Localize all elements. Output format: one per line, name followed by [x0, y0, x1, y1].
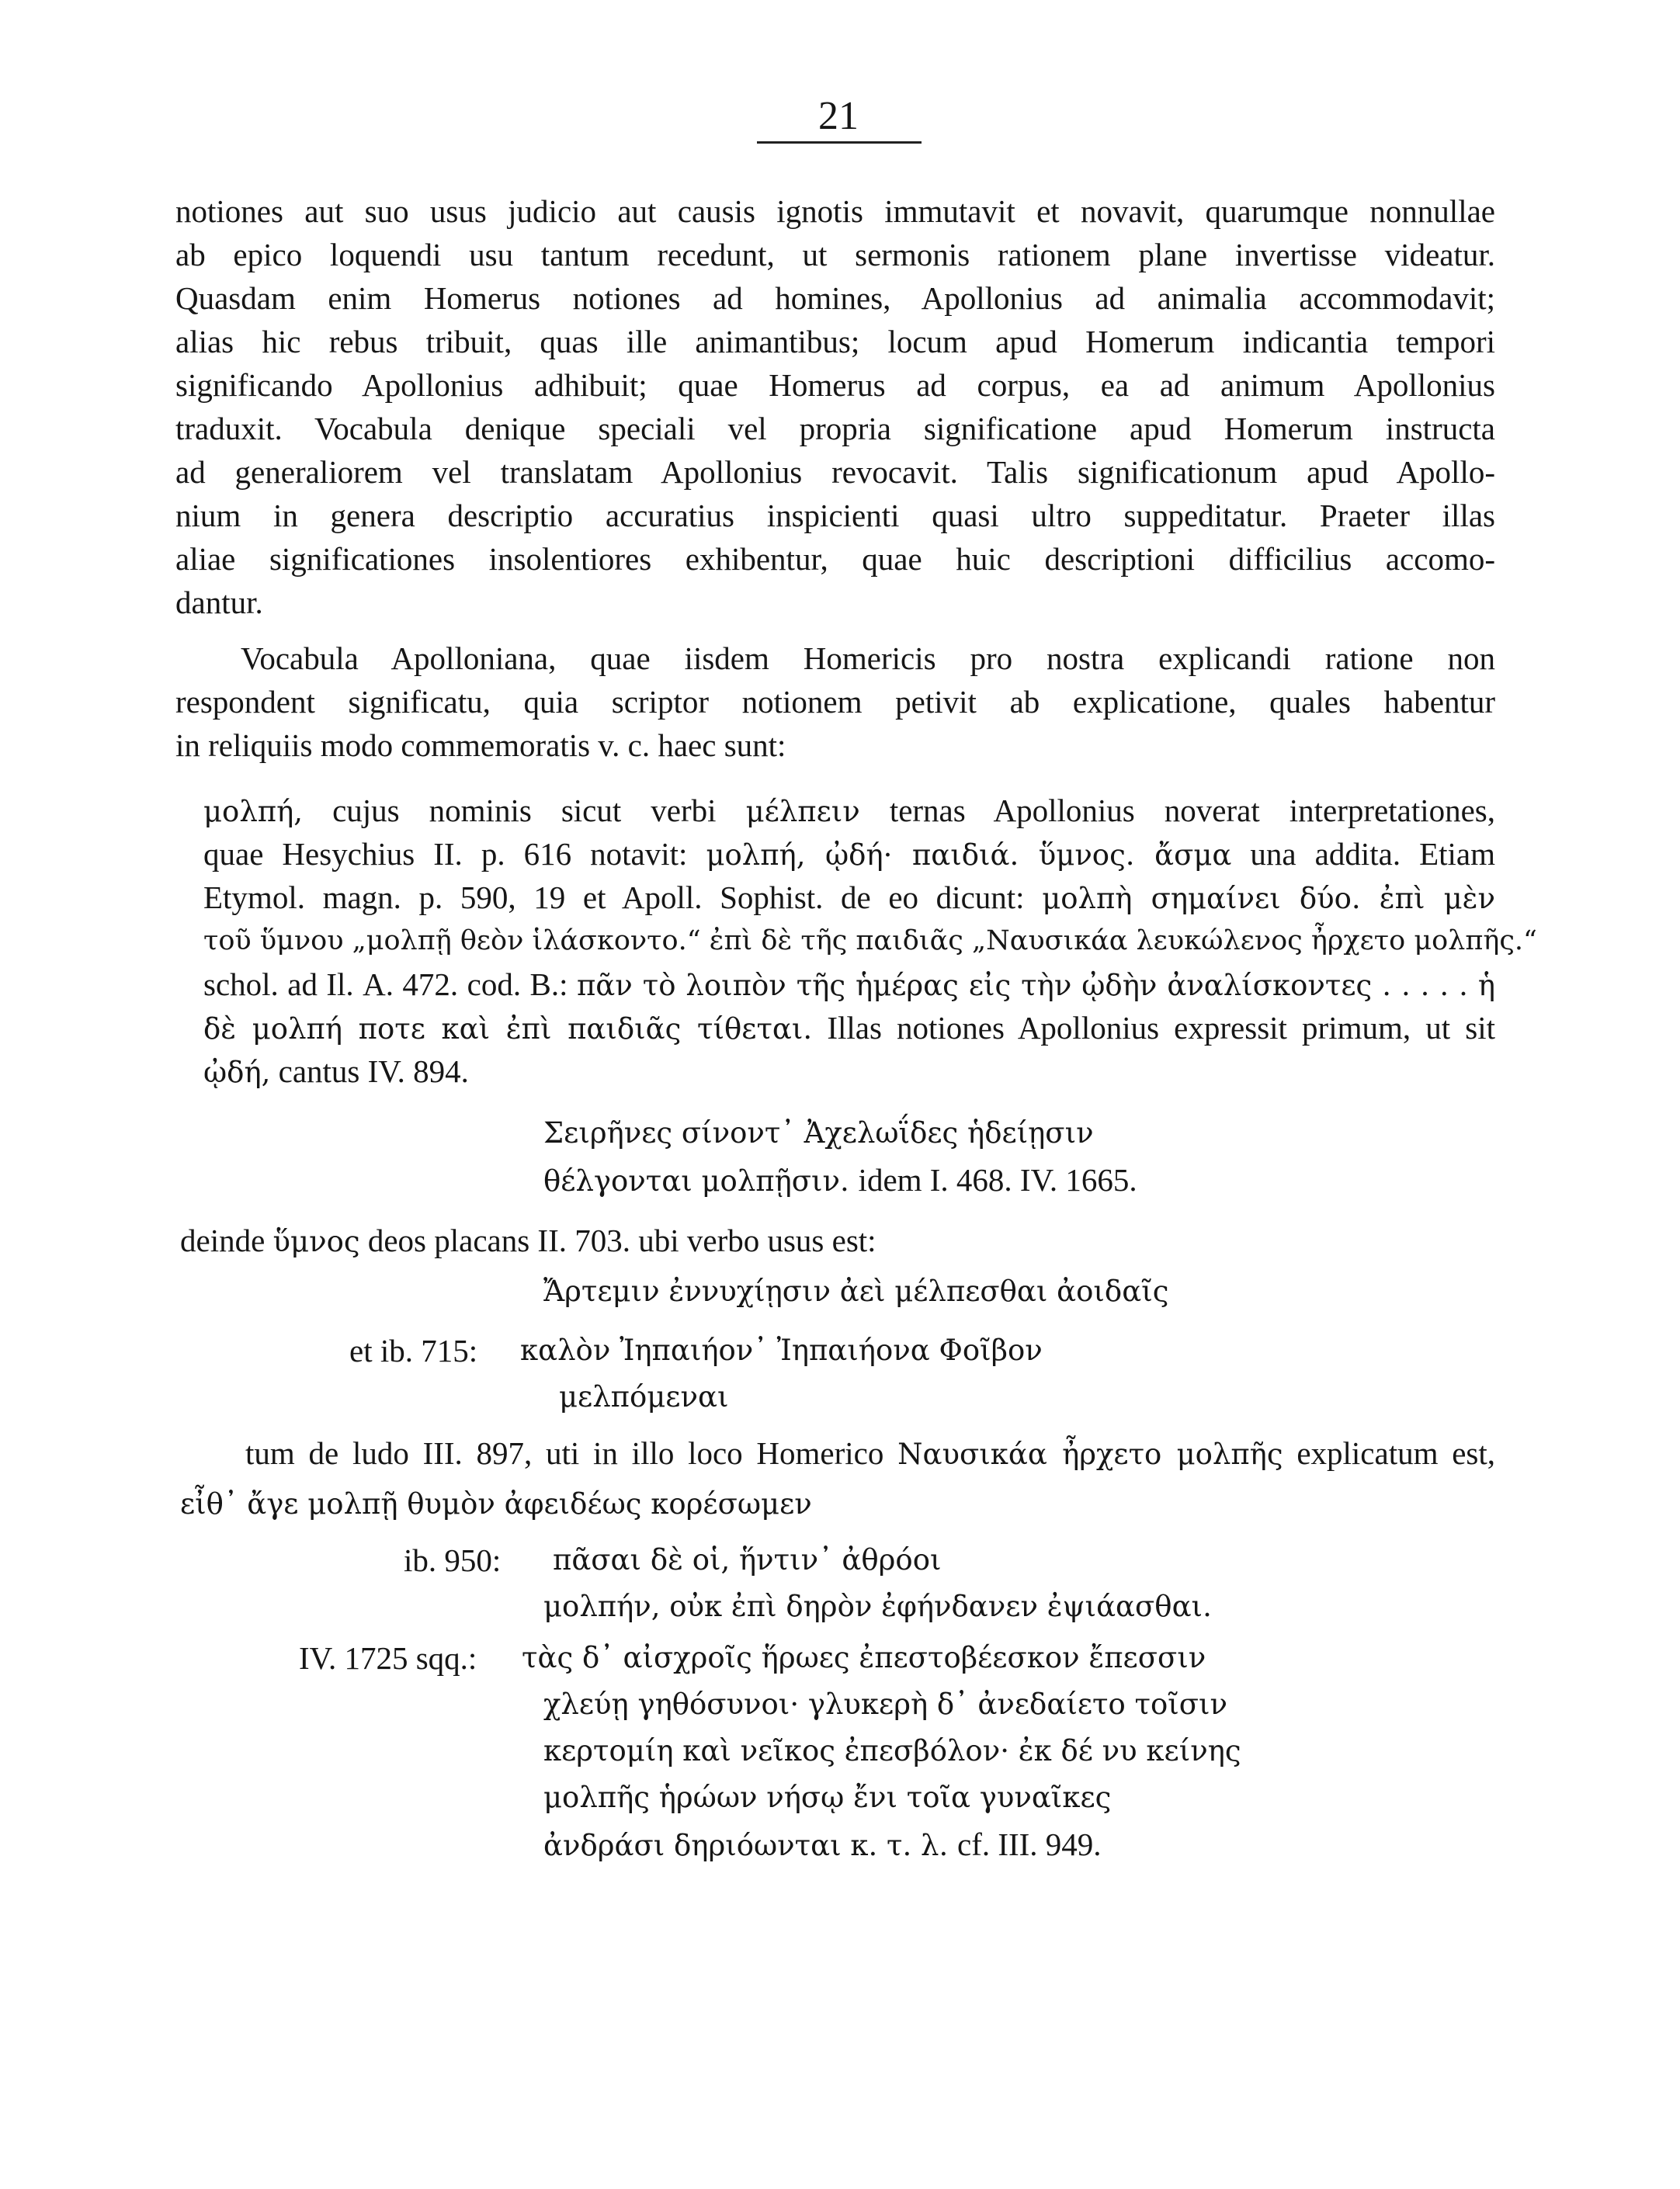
latin-text: deos placans II. 703. ubi verbo usus est:: [367, 1223, 876, 1258]
greek-text: ᾠδή,: [203, 1056, 271, 1089]
verse-line: μολπήν, οὐκ ἐπὶ δηρὸν ἐφήνδανεν ἐψιάασθαι.: [543, 1590, 1212, 1623]
paragraph-line: dantur.: [175, 585, 263, 620]
entry-line: [203, 789, 1495, 834]
entry-line: [203, 1006, 1495, 1051]
greek-text: ἀνδράσι δηριόωνται κ. τ. λ.: [543, 1829, 949, 1862]
greek-text: ὕμνος: [272, 1225, 360, 1258]
page-number: 21: [818, 94, 859, 138]
paragraph-line: ab epico loquendi usu tantum recedunt, ut sermonis rationem plane invertisse videatur.: [175, 237, 1495, 272]
verse-line: μελπόμεναι: [559, 1380, 729, 1414]
paragraph-line: notiones aut suo usus judicio aut causis ignotis immutavit et novavit, quarumque nonnullae: [175, 193, 1495, 229]
paragraph-line: aliae significationes insolentiores exhibentur, quae huic descriptioni difficilius accomo-: [175, 541, 1495, 577]
greek-text: μέλπειν: [745, 795, 860, 828]
greek-text: μολπὴ σημαίνει δύο. ἐπὶ μὲν: [1042, 882, 1495, 915]
paragraph-line: Vocabula Apolloniana, quae iisdem Homericis pro nostra explicandi ratione non: [241, 640, 1495, 676]
entry-line: [180, 1219, 1500, 1264]
verse-line: Σειρῆνες σίνοντ᾿ Ἀχελωΐδες ἡδείῃσιν: [543, 1116, 1094, 1150]
verse-line: καλὸν Ἰηπαιήον᾿ Ἰηπαιήονα Φοῖβον: [520, 1334, 1043, 1367]
entry-line: [203, 963, 1495, 1008]
greek-text: μολπή, ᾠδή· παιδιά. ὕμνος. ἄσμα: [706, 838, 1232, 872]
paragraph-line: ad generaliorem vel translatam Apollonius revocavit. Talis significationum apud Apollo-: [175, 454, 1495, 490]
verse-line: μολπῆς ἡρώων νήσῳ ἔνι τοῖα γυναῖκες: [543, 1781, 1112, 1814]
verse-line: τὰς δ᾿ αἰσχροῖς ἥρωες ἐπεστοβέεσκον ἔπεσσιν: [522, 1641, 1206, 1674]
greek-text: δὲ μολπή ποτε καὶ ἐπὶ παιδιᾶς τίθεται.: [203, 1012, 813, 1046]
entry-greek-line: τοῦ ὕμνου „μολπῇ θεὸν ἱλάσκοντο.“ ἐπὶ δὲ τῆς παιδιᾶς „Ναυσικάα λευκώλενος ἦρχετο μολπῆς.“: [203, 925, 1537, 956]
paragraph-line: traduxit. Vocabula denique speciali vel propria significatione apud Homerum instructa: [175, 411, 1495, 446]
latin-text: Illas notiones Apollonius expressit primum, ut sit: [827, 1010, 1496, 1046]
entry-line: [203, 1049, 1523, 1094]
latin-text: cantus IV. 894.: [278, 1053, 469, 1089]
verse-line: χλεύῃ γηθόσυνοι· γλυκερὴ δ᾿ ἀνεδαίετο τοῖσιν: [543, 1688, 1228, 1721]
paragraph-line: significando Apollonius adhibuit; quae Homerus ad corpus, ea ad animum Apollonius: [175, 367, 1495, 403]
latin-text: ternas Apollonius noverat interpretationes,: [889, 793, 1496, 828]
reference-label: et ib. 715:: [349, 1333, 478, 1369]
page-number-rule: [757, 141, 922, 144]
verse-line: [543, 1823, 1102, 1868]
paragraph-line: alias hic rebus tribuit, quas ille animantibus; locum apud Homerum indicantia tempori: [175, 324, 1495, 359]
greek-text: θέλγονται μολπῇσιν.: [543, 1164, 849, 1198]
entry-line: [245, 1431, 1495, 1476]
latin-text: tum de ludo III. 897, uti in illo loco Homerico: [245, 1435, 884, 1471]
paragraph-line: in reliquiis modo commemoratis v. c. haec sunt:: [175, 727, 786, 763]
greek-text: Ναυσικάα ἦρχετο μολπῆς: [897, 1438, 1283, 1471]
reference-text: idem I. 468. IV. 1665.: [858, 1162, 1137, 1198]
verse-line: Ἄρτεμιν ἐννυχίῃσιν ἀεὶ μέλπεσθαι ἀοιδαῖς: [543, 1275, 1169, 1308]
verse-line: εἶθ᾿ ἄγε μολπῇ θυμὸν ἀφειδέως κορέσωμεν: [180, 1487, 812, 1521]
reference-label: ib. 950:: [404, 1542, 502, 1578]
latin-text: schol. ad Il. Α. 472. cod. B.:: [203, 966, 568, 1002]
entry-line: [203, 832, 1495, 877]
greek-text: μολπή,: [203, 795, 304, 828]
verse-line: κερτομίη καὶ νεῖκος ἐπεσβόλον· ἐκ δέ νυ κείνης: [543, 1734, 1241, 1768]
latin-text: cujus nominis sicut verbi: [332, 793, 717, 828]
reference-text: cf. III. 949.: [957, 1826, 1102, 1862]
verse-line: [543, 1158, 1137, 1203]
entry-line: [203, 876, 1495, 921]
paragraph-line: nium in genera descriptio accuratius inspicienti quasi ultro suppeditatur. Praeter illas: [175, 498, 1495, 533]
latin-text: una addita. Etiam: [1250, 836, 1496, 872]
reference-label: IV. 1725 sqq.:: [299, 1640, 477, 1676]
greek-text: πᾶν τὸ λοιπὸν τῆς ἡμέρας εἰς τὴν ᾠδὴν ἀναλίσκοντες . . . . . ἡ: [576, 969, 1495, 1002]
paragraph-line: Quasdam enim Homerus notiones ad homines, Apollonius ad animalia accommodavit;: [175, 280, 1495, 316]
paragraph-line: respondent significatu, quia scriptor notionem petivit ab explicatione, quales habentur: [175, 684, 1495, 720]
latin-text: quae Hesychius II. p. 616 notavit:: [203, 836, 688, 872]
latin-text: explicatum est,: [1296, 1435, 1496, 1471]
latin-text: Etymol. magn. p. 590, 19 et Apoll. Sophist. de eo dicunt:: [203, 879, 1025, 915]
verse-line: πᾶσαι δὲ οἱ, ἥντιν᾿ ἀθρόοι: [553, 1543, 942, 1577]
latin-text: deinde: [180, 1223, 266, 1258]
